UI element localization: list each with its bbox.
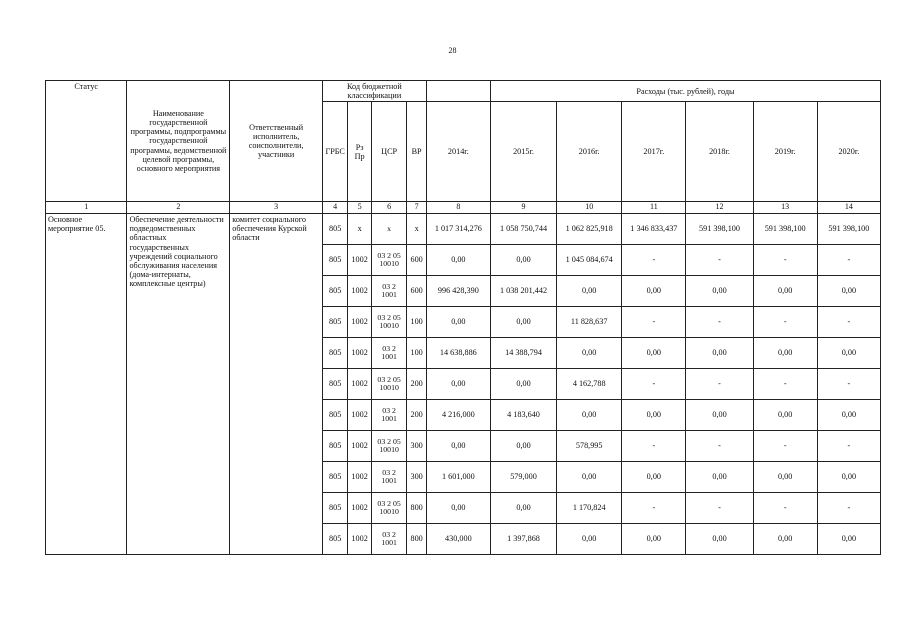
- value-cell: 1 017 314,276: [426, 213, 490, 244]
- value-cell: 591 398,100: [686, 213, 753, 244]
- value-cell: 0,00: [490, 430, 556, 461]
- vr-cell: 200: [407, 399, 426, 430]
- value-cell: 0,00: [686, 399, 753, 430]
- column-number: 5: [348, 202, 371, 214]
- value-cell: 430,000: [426, 523, 490, 554]
- header-row-top: [46, 81, 881, 102]
- value-cell: 0,00: [622, 275, 686, 306]
- value-cell: 1 170,824: [557, 492, 622, 523]
- grbs-cell: 805: [322, 213, 347, 244]
- csr-cell: 03 2 05 10010: [371, 244, 407, 275]
- header-responsible: Ответственный исполнитель, соисполнители, участники: [230, 81, 323, 202]
- value-cell: -: [817, 492, 880, 523]
- column-number: 7: [407, 202, 426, 214]
- value-cell: 0,00: [817, 523, 880, 554]
- header-year-2014: 2014г.: [426, 102, 490, 202]
- value-cell: 14 638,886: [426, 337, 490, 368]
- entry-status-cell: Основное мероприятие 05.: [46, 213, 127, 554]
- value-cell: 0,00: [817, 337, 880, 368]
- value-cell: 1 045 084,674: [557, 244, 622, 275]
- column-number: 4: [322, 202, 347, 214]
- csr-cell: 03 2 1001: [371, 461, 407, 492]
- column-number: 6: [371, 202, 407, 214]
- entry-responsible-cell: комитет социального обеспечения Курской области: [230, 213, 323, 554]
- value-cell: 1 397,868: [490, 523, 556, 554]
- rzpr-cell: 1002: [348, 244, 371, 275]
- header-year-2016: 2016г.: [557, 102, 622, 202]
- value-cell: -: [686, 244, 753, 275]
- vr-cell: 800: [407, 523, 426, 554]
- value-cell: -: [622, 368, 686, 399]
- value-cell: 0,00: [490, 368, 556, 399]
- value-cell: -: [686, 430, 753, 461]
- value-cell: 11 828,637: [557, 306, 622, 337]
- csr-cell: 03 2 1001: [371, 399, 407, 430]
- column-number: 1: [46, 202, 127, 214]
- column-number: 2: [127, 202, 230, 214]
- value-cell: -: [817, 430, 880, 461]
- value-cell: 0,00: [686, 275, 753, 306]
- header-year-2017: 2017г.: [622, 102, 686, 202]
- grbs-cell: 805: [322, 275, 347, 306]
- rzpr-cell: 1002: [348, 306, 371, 337]
- value-cell: -: [753, 430, 817, 461]
- grbs-cell: 805: [322, 399, 347, 430]
- column-number: 11: [622, 202, 686, 214]
- vr-cell: 300: [407, 430, 426, 461]
- vr-cell: 300: [407, 461, 426, 492]
- value-cell: 0,00: [753, 523, 817, 554]
- rzpr-cell: 1002: [348, 461, 371, 492]
- entry-name-cell: Обеспечение деятельности подведомственных областных государственных учреждений социального обслуживания населения (дома-интернаты, комплексные центры): [127, 213, 230, 554]
- value-cell: -: [753, 306, 817, 337]
- value-cell: 0,00: [686, 337, 753, 368]
- grbs-cell: 805: [322, 306, 347, 337]
- grbs-cell: 805: [322, 461, 347, 492]
- rzpr-cell: 1002: [348, 523, 371, 554]
- header-budget-code: Код бюджетной классификации: [322, 81, 426, 102]
- value-cell: 0,00: [622, 399, 686, 430]
- value-cell: -: [817, 368, 880, 399]
- grbs-cell: 805: [322, 244, 347, 275]
- value-cell: -: [686, 368, 753, 399]
- csr-cell: 03 2 1001: [371, 337, 407, 368]
- value-cell: 0,00: [426, 492, 490, 523]
- column-number: 12: [686, 202, 753, 214]
- header-expenses: Расходы (тыс. рублей), годы: [490, 81, 880, 102]
- value-cell: -: [622, 244, 686, 275]
- grbs-cell: 805: [322, 368, 347, 399]
- vr-cell: 100: [407, 306, 426, 337]
- value-cell: 0,00: [622, 461, 686, 492]
- header-year-2020: 2020г.: [817, 102, 880, 202]
- rzpr-cell: 1002: [348, 337, 371, 368]
- csr-cell: 03 2 1001: [371, 523, 407, 554]
- value-cell: 0,00: [753, 275, 817, 306]
- vr-cell: 600: [407, 275, 426, 306]
- value-cell: 1 601,000: [426, 461, 490, 492]
- rzpr-cell: х: [348, 213, 371, 244]
- rzpr-cell: 1002: [348, 399, 371, 430]
- vr-cell: х: [407, 213, 426, 244]
- vr-cell: 600: [407, 244, 426, 275]
- value-cell: 0,00: [817, 275, 880, 306]
- value-cell: 0,00: [686, 523, 753, 554]
- value-cell: 0,00: [426, 244, 490, 275]
- column-number: 14: [817, 202, 880, 214]
- value-cell: 0,00: [622, 523, 686, 554]
- value-cell: -: [622, 430, 686, 461]
- header-year-2018: 2018г.: [686, 102, 753, 202]
- value-cell: -: [817, 244, 880, 275]
- value-cell: 0,00: [753, 337, 817, 368]
- grbs-cell: 805: [322, 430, 347, 461]
- value-cell: 0,00: [557, 461, 622, 492]
- value-cell: 579,000: [490, 461, 556, 492]
- value-cell: 0,00: [490, 244, 556, 275]
- table-row: [46, 213, 881, 244]
- column-number: 9: [490, 202, 556, 214]
- rzpr-cell: 1002: [348, 492, 371, 523]
- header-year-2019: 2019г.: [753, 102, 817, 202]
- csr-cell: 03 2 1001: [371, 275, 407, 306]
- budget-table: [45, 80, 881, 555]
- value-cell: 0,00: [426, 368, 490, 399]
- value-cell: 591 398,100: [753, 213, 817, 244]
- value-cell: -: [622, 306, 686, 337]
- vr-cell: 200: [407, 368, 426, 399]
- value-cell: 0,00: [490, 492, 556, 523]
- value-cell: 1 346 833,437: [622, 213, 686, 244]
- value-cell: 996 428,390: [426, 275, 490, 306]
- column-number-row: [46, 202, 881, 214]
- value-cell: 0,00: [426, 306, 490, 337]
- rzpr-cell: 1002: [348, 430, 371, 461]
- header-csr: ЦСР: [371, 102, 407, 202]
- page-number: 28: [448, 46, 457, 55]
- value-cell: 0,00: [557, 337, 622, 368]
- column-number: 8: [426, 202, 490, 214]
- header-status: Статус: [46, 81, 127, 202]
- value-cell: -: [817, 306, 880, 337]
- header-vr: ВР: [407, 102, 426, 202]
- value-cell: 4 216,000: [426, 399, 490, 430]
- value-cell: -: [753, 492, 817, 523]
- vr-cell: 100: [407, 337, 426, 368]
- csr-cell: 03 2 05 10010: [371, 306, 407, 337]
- value-cell: 0,00: [426, 430, 490, 461]
- value-cell: 0,00: [557, 399, 622, 430]
- header-year-2015: 2015г.: [490, 102, 556, 202]
- header-blank: [426, 81, 490, 102]
- value-cell: 1 058 750,744: [490, 213, 556, 244]
- column-number: 3: [230, 202, 323, 214]
- value-cell: 0,00: [817, 399, 880, 430]
- value-cell: 0,00: [557, 275, 622, 306]
- value-cell: 4 162,788: [557, 368, 622, 399]
- csr-cell: х: [371, 213, 407, 244]
- value-cell: 0,00: [622, 337, 686, 368]
- csr-cell: 03 2 05 10010: [371, 430, 407, 461]
- grbs-cell: 805: [322, 492, 347, 523]
- value-cell: 0,00: [490, 306, 556, 337]
- value-cell: 0,00: [753, 399, 817, 430]
- rzpr-cell: 1002: [348, 368, 371, 399]
- value-cell: 0,00: [753, 461, 817, 492]
- value-cell: -: [753, 244, 817, 275]
- csr-cell: 03 2 05 10010: [371, 492, 407, 523]
- grbs-cell: 805: [322, 523, 347, 554]
- value-cell: 0,00: [817, 461, 880, 492]
- value-cell: 14 388,794: [490, 337, 556, 368]
- column-number: 10: [557, 202, 622, 214]
- value-cell: 1 062 825,918: [557, 213, 622, 244]
- value-cell: -: [686, 306, 753, 337]
- value-cell: -: [622, 492, 686, 523]
- value-cell: 4 183,640: [490, 399, 556, 430]
- header-rzpr: Рз Пр: [348, 102, 371, 202]
- value-cell: -: [753, 368, 817, 399]
- csr-cell: 03 2 05 10010: [371, 368, 407, 399]
- vr-cell: 800: [407, 492, 426, 523]
- value-cell: 1 038 201,442: [490, 275, 556, 306]
- value-cell: 591 398,100: [817, 213, 880, 244]
- value-cell: -: [686, 492, 753, 523]
- value-cell: 0,00: [557, 523, 622, 554]
- grbs-cell: 805: [322, 337, 347, 368]
- header-grbs: ГРБС: [322, 102, 347, 202]
- header-name: Наименование государственной программы, подпрограммы государственной программы, ведомственной целевой программы, основного мероприятия: [127, 81, 230, 202]
- value-cell: 0,00: [686, 461, 753, 492]
- rzpr-cell: 1002: [348, 275, 371, 306]
- column-number: 13: [753, 202, 817, 214]
- value-cell: 578,995: [557, 430, 622, 461]
